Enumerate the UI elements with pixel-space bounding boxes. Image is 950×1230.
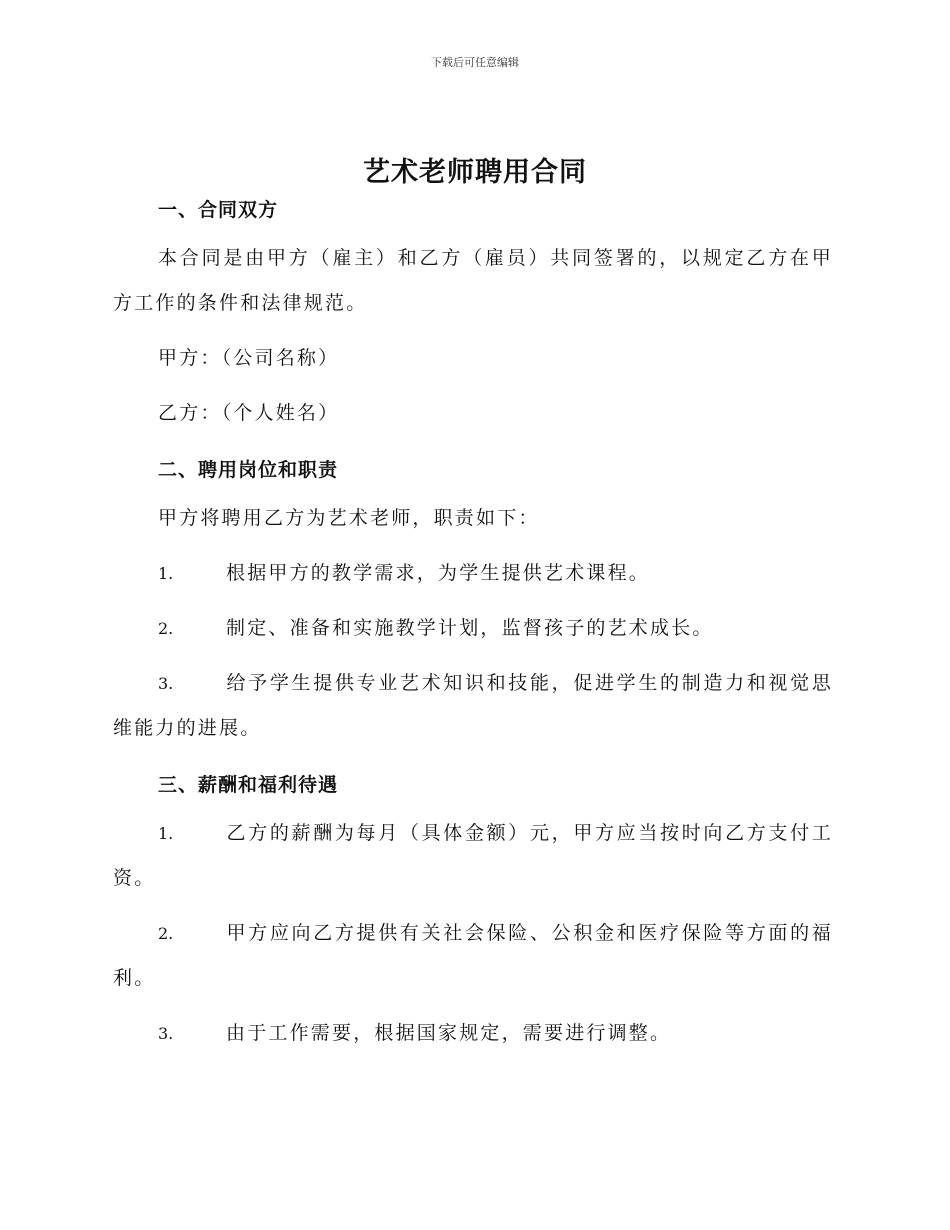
list-item-number: 1. <box>158 564 174 583</box>
list-item-number: 3. <box>158 1024 174 1043</box>
paragraph: 乙方：（个人姓名） <box>158 402 340 424</box>
list-item <box>113 1011 833 1056</box>
list-item-number: 2. <box>158 924 174 943</box>
list-item-text: 制定、准备和实施教学计划，监督孩子的艺术成长。 <box>226 617 714 639</box>
list-item-number: 1. <box>158 824 174 843</box>
list-item-number: 2. <box>158 619 174 638</box>
paragraph: 甲方：（公司名称） <box>158 347 340 369</box>
paragraph: 本合同是由甲方（雇主）和乙方（雇员）共同签署的，以规定乙方在甲方工作的条件和法律规范。 <box>113 247 833 314</box>
list-item <box>113 551 833 596</box>
header-note: 下载后可任意编辑 <box>431 56 519 69</box>
list-item <box>113 606 833 651</box>
list-item <box>113 811 833 901</box>
document-title: 艺术老师聘用合同 <box>363 157 587 188</box>
list-item <box>113 911 833 1001</box>
list-item <box>113 661 833 751</box>
section-heading: 三、薪酬和福利待遇 <box>158 774 339 796</box>
paragraph: 甲方将聘用乙方为艺术老师，职责如下： <box>158 507 540 529</box>
list-item-number: 3. <box>158 674 174 693</box>
list-item-text: 甲方应向乙方提供有关社会保险、公积金和医疗保险等方面的福利。 <box>113 922 833 989</box>
list-item-text: 乙方的薪酬为每月（具体金额）元，甲方应当按时向乙方支付工资。 <box>113 822 833 889</box>
list-item-text: 根据甲方的教学需求，为学生提供艺术课程。 <box>226 562 651 584</box>
list-item-text: 由于工作需要，根据国家规定，需要进行调整。 <box>226 1022 672 1044</box>
list-item-text: 给予学生提供专业艺术知识和技能，促进学生的制造力和视觉思维能力的进展。 <box>113 672 833 739</box>
section-heading: 二、聘用岗位和职责 <box>158 459 339 481</box>
section-heading: 一、合同双方 <box>158 199 279 221</box>
document-body <box>113 194 833 1056</box>
